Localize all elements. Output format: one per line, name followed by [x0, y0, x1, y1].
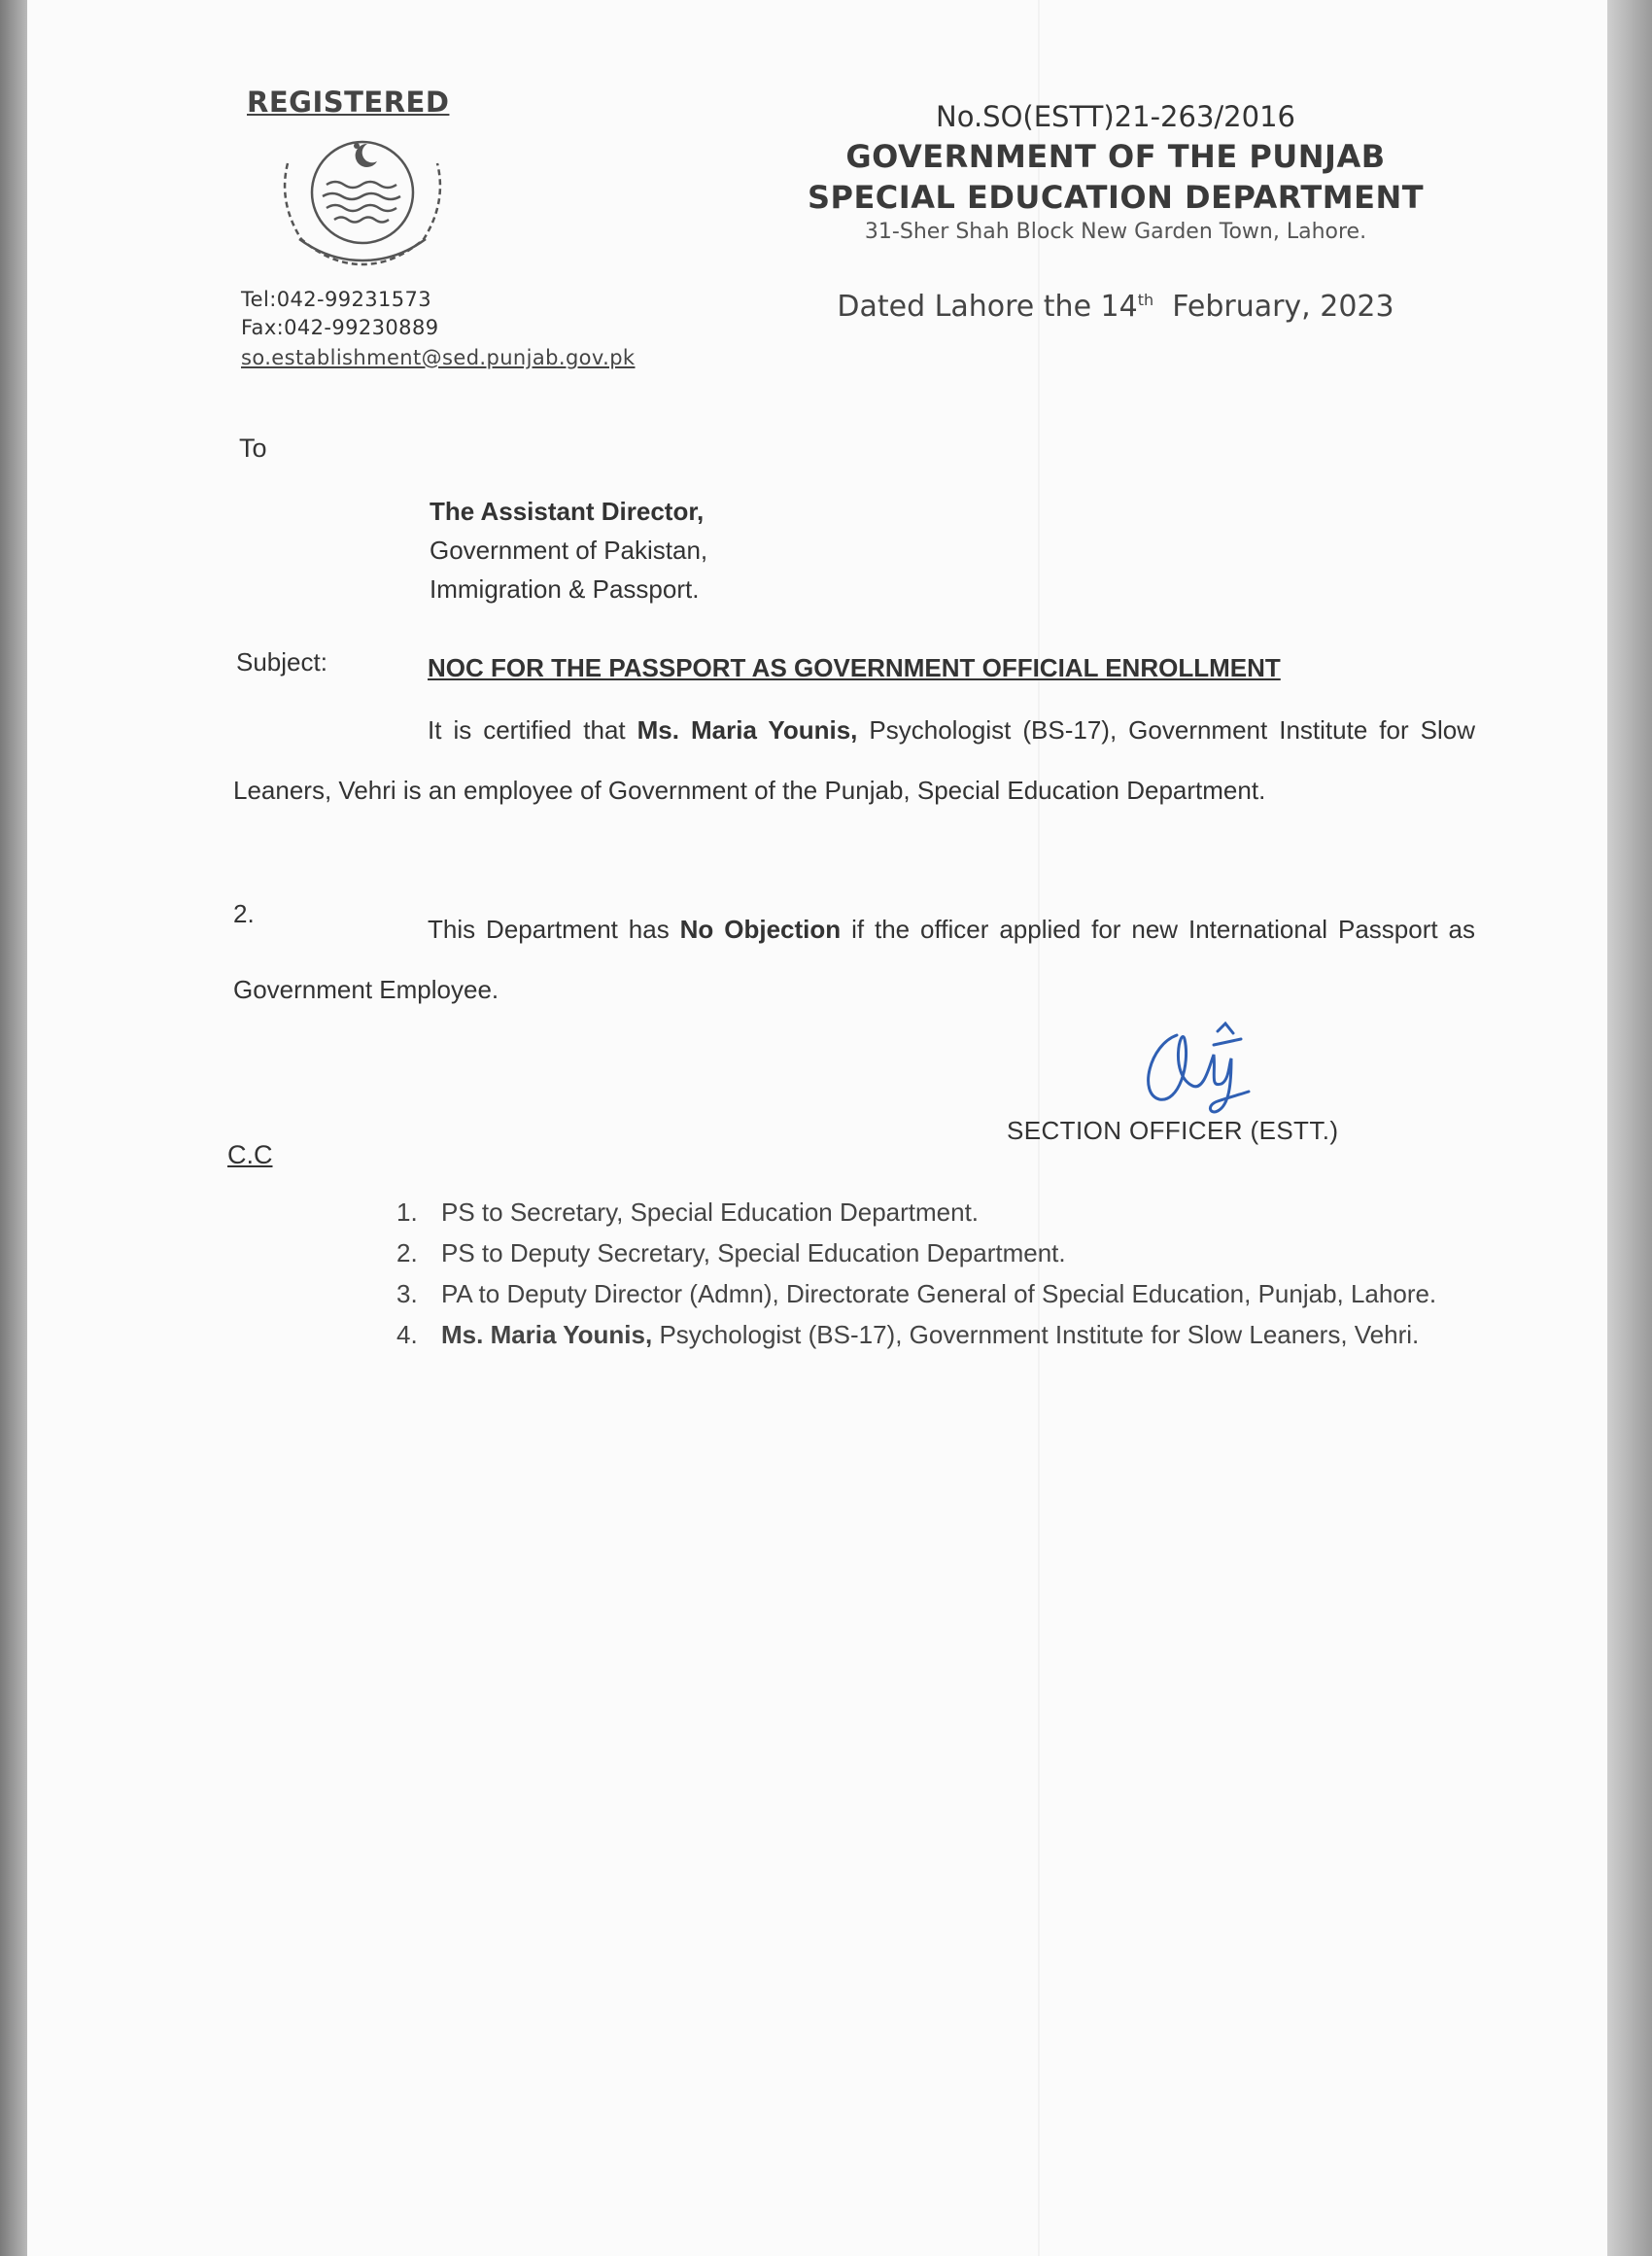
- cc-item-text: PA to Deputy Director (Admn), Directorate General of Special Education, Punjab, Lahore.: [441, 1279, 1437, 1308]
- date-ordinal: th: [1137, 291, 1154, 309]
- scan-border-right: [1607, 0, 1652, 2256]
- cc-item: [377, 1316, 1467, 1353]
- letter-page: [27, 0, 1607, 2256]
- fax-number: Fax:042-99230889: [241, 316, 439, 339]
- scan-border-left: [0, 0, 27, 2256]
- date-suffix: February, 2023: [1172, 290, 1394, 324]
- cc-list: [377, 1194, 1467, 1357]
- signatory-title: SECTION OFFICER (ESTT.): [1007, 1116, 1339, 1145]
- email-link[interactable]: so.establishment@sed.punjab.gov.pk: [241, 346, 636, 369]
- recipient-department: Immigration & Passport.: [430, 574, 700, 604]
- signature-icon: [1120, 1016, 1276, 1123]
- cc-item-number: 1.: [396, 1197, 418, 1227]
- cc-item-text: Psychologist (BS-17), Government Institute for Slow Leaners, Vehri.: [652, 1320, 1420, 1349]
- no-objection-text: No Objection: [679, 915, 842, 944]
- cc-item-number: 2.: [396, 1238, 418, 1267]
- cc-item-text: PS to Deputy Secretary, Special Education Department.: [441, 1238, 1066, 1267]
- paragraph-2-intro: This Department has: [428, 915, 680, 944]
- cc-item-number: 4.: [396, 1320, 418, 1349]
- letter-date: [766, 290, 1465, 324]
- cc-item: [377, 1275, 1467, 1312]
- subject-text: NOC FOR THE PASSPORT AS GOVERNMENT OFFICIAL ENROLLMENT: [428, 653, 1281, 682]
- department-title: SPECIAL EDUCATION DEPARTMENT: [807, 179, 1425, 216]
- paragraph-1-intro: It is certified that: [428, 715, 637, 745]
- punjab-emblem-icon: [260, 124, 465, 270]
- recipient-organization: Government of Pakistan,: [430, 536, 708, 565]
- cc-label: C.C: [227, 1140, 273, 1169]
- subject-label: Subject:: [236, 647, 327, 677]
- department-address: 31-Sher Shah Block New Garden Town, Lahore.: [864, 220, 1367, 244]
- employee-name: Ms. Maria Younis,: [637, 715, 858, 745]
- reference-number: No.SO(ESTT)21-263/2016: [936, 100, 1295, 133]
- paragraph-1-body: Psychologist (BS-17), Government Institute for Slow Leaners, Vehri is an employee of Government of the Punjab, Special Education Department.: [233, 715, 1475, 805]
- date-prefix: Dated Lahore the 14: [837, 290, 1138, 324]
- paragraph-2-body: if the officer applied for new International Passport as Government Employee.: [233, 915, 1475, 1004]
- cc-item-name: Ms. Maria Younis,: [441, 1320, 653, 1349]
- cc-item: [377, 1234, 1467, 1271]
- recipient-title: The Assistant Director,: [430, 497, 705, 526]
- cc-item-text: PS to Secretary, Special Education Department.: [441, 1197, 980, 1227]
- telephone-number: Tel:042-99231573: [241, 288, 432, 311]
- registered-mark: REGISTERED: [247, 86, 450, 119]
- cc-item: [377, 1194, 1467, 1231]
- cc-item-number: 3.: [396, 1279, 418, 1308]
- government-title: GOVERNMENT OF THE PUNJAB: [845, 138, 1386, 175]
- paragraph-2: [233, 899, 1475, 1020]
- to-label: To: [239, 434, 267, 463]
- paragraph-1: [233, 700, 1475, 820]
- paragraph-2-number: 2.: [233, 899, 255, 928]
